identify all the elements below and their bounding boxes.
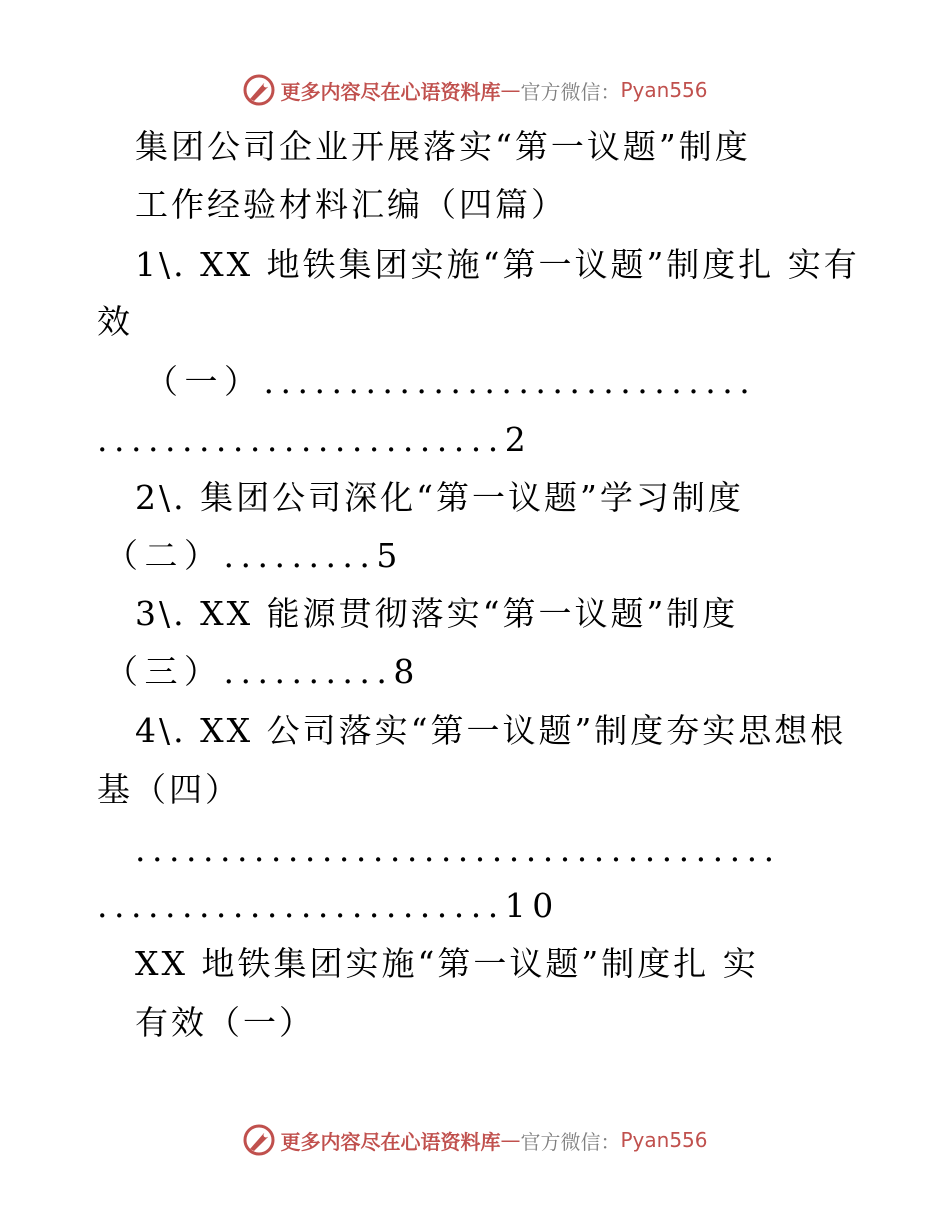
watermark-dash: — [500, 78, 521, 102]
watermark-label: 官方微信： [520, 79, 621, 104]
toc-item-1-leader: （一）............................. [145, 362, 757, 401]
toc-item-2-title: 2\. 集团公司深化“第一议题”学习制度 [135, 478, 744, 517]
watermark-label: 官方微信： [520, 1129, 621, 1154]
toc-item-1-leader-page: ........................2 [97, 420, 533, 459]
document-title-line2: 工作经验材料汇编（四篇） [135, 185, 567, 224]
toc-item-1-title: 1\. XX 地铁集团实施“第一议题”制度扎 实有 [135, 245, 860, 284]
toc-item-3-leader: （三）..........8 [105, 652, 421, 691]
body-heading-line1: XX 地铁集团实施“第一议题”制度扎 实 [135, 944, 759, 983]
document-title-line1: 集团公司企业开展落实“第一议题”制度 [135, 127, 751, 166]
watermark-main-text: 更多内容尽在心语资料库 [280, 1129, 501, 1154]
pen-logo-icon [242, 1123, 276, 1157]
toc-item-2-leader: （二）.........5 [105, 536, 404, 575]
body-heading-line2: 有效（一） [135, 1003, 315, 1042]
toc-item-4-title-cont: 基（四） [97, 770, 241, 809]
watermark-id: Pyan556 [620, 78, 708, 102]
toc-item-1-title-cont: 效 [97, 302, 133, 341]
watermark-main-text: 更多内容尽在心语资料库 [280, 79, 501, 104]
watermark-header [0, 70, 950, 110]
toc-item-4-leader: ...................................... [135, 830, 781, 869]
toc-item-3-title: 3\. XX 能源贯彻落实“第一议题”制度 [135, 594, 739, 633]
toc-item-4-leader-page: ........................10 [97, 886, 560, 925]
pen-logo-icon [242, 73, 276, 107]
watermark-dash: — [500, 1128, 521, 1152]
watermark-id: Pyan556 [620, 1128, 708, 1152]
watermark-footer [0, 1120, 950, 1160]
toc-item-4-title: 4\. XX 公司落实“第一议题”制度夯实思想根 [135, 711, 847, 750]
